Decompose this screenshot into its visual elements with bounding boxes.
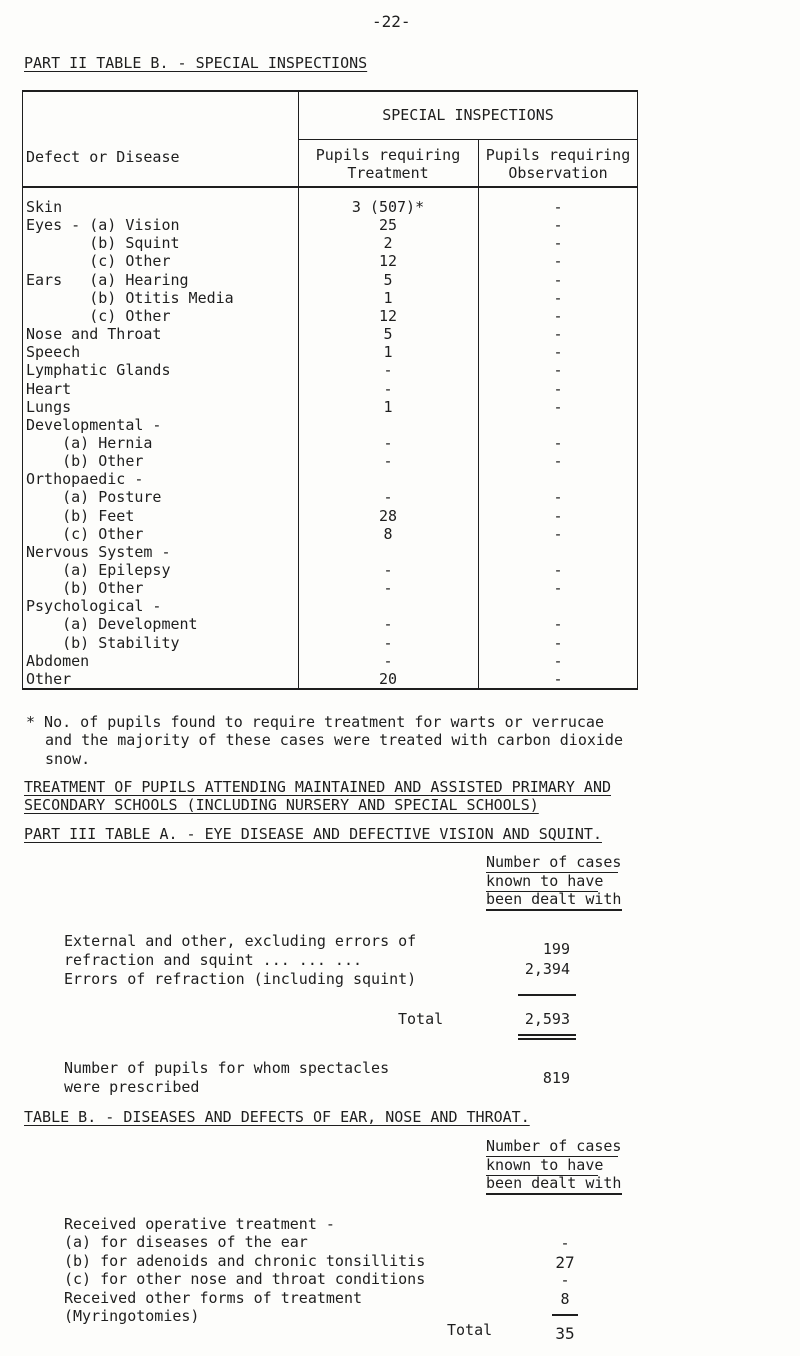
- table-row-treatment: 12: [378, 252, 398, 270]
- table-row-observation: -: [553, 507, 563, 525]
- eye-total-rule-bottom-2: [518, 1038, 576, 1040]
- table-row-treatment: 5: [383, 325, 393, 343]
- table-row-treatment: 2: [383, 234, 393, 252]
- table-left-rule: [22, 92, 23, 688]
- ent-line-1: Received operative treatment -: [64, 1215, 335, 1233]
- table-row-observation: -: [553, 488, 563, 506]
- table-row-observation: -: [553, 216, 563, 234]
- table-row-treatment: -: [383, 380, 393, 398]
- ent-line-4: (c) for other nose and throat conditions: [64, 1270, 426, 1288]
- table-row-label: Lymphatic Glands: [26, 361, 171, 379]
- ent-line-2: (a) for diseases of the ear: [64, 1233, 308, 1251]
- table-row-observation: -: [553, 615, 563, 633]
- eye-row1-line1: External and other, excluding errors of: [64, 932, 417, 950]
- table-row-observation: -: [553, 234, 563, 252]
- table-row-observation: -: [553, 579, 563, 597]
- table-row-label: (b) Otitis Media: [26, 289, 234, 307]
- ent-total-rule-top: [552, 1314, 578, 1316]
- ent-line-3: (b) for adenoids and chronic tonsillitis: [64, 1252, 426, 1270]
- part2-heading: PART II TABLE B. - SPECIAL INSPECTIONS: [24, 54, 368, 72]
- table-row-treatment: 1: [383, 343, 393, 361]
- table-row-observation: -: [553, 634, 563, 652]
- ent-col-header-l3: been dealt with: [486, 1174, 622, 1192]
- eye-col-header-l2: known to have: [486, 872, 604, 890]
- table-row-label: (c) Other: [26, 525, 144, 543]
- table-row-observation: -: [553, 343, 563, 361]
- table-row-treatment: -: [383, 434, 393, 452]
- header-bottom-rule: [22, 186, 638, 188]
- eye-col-header-l1: Number of cases: [486, 853, 622, 871]
- spectacles-line1: Number of pupils for whom spectacles: [64, 1059, 390, 1077]
- table-row-label: (a) Hernia: [26, 434, 153, 452]
- table-row-label: (b) Feet: [26, 507, 135, 525]
- table-row-label: Abdomen: [26, 652, 90, 670]
- spectacles-value: 819: [542, 1069, 570, 1087]
- table-row-treatment: 28: [378, 507, 398, 525]
- eye-row1-line2: refraction and squint ... ... ...: [64, 951, 363, 969]
- ent-value-5: 8: [560, 1290, 570, 1308]
- ent-total-value: 35: [555, 1324, 575, 1343]
- group-header-rule: [298, 139, 637, 140]
- table-row-observation: -: [553, 525, 563, 543]
- col-header-observation-l2: Observation: [508, 164, 608, 182]
- col-header-defect: Defect or Disease: [26, 148, 180, 166]
- table-row-label: Heart: [26, 380, 72, 398]
- table-row-observation: -: [553, 380, 563, 398]
- table-row-observation: -: [553, 198, 563, 216]
- table-row-treatment: -: [383, 361, 393, 379]
- eye-total-rule-top: [518, 994, 576, 996]
- table-row-observation: -: [553, 289, 563, 307]
- table-row-observation: -: [553, 252, 563, 270]
- table-row-treatment: 25: [378, 216, 398, 234]
- eye-row2-label: Errors of refraction (including squint): [64, 970, 417, 988]
- table-row-label: (b) Stability: [26, 634, 180, 652]
- group-header: SPECIAL INSPECTIONS: [382, 106, 554, 124]
- eye-total-rule-bottom-1: [518, 1034, 576, 1036]
- ent-col-header-l2: known to have: [486, 1156, 604, 1174]
- spectacles-line2: were prescribed: [64, 1078, 200, 1096]
- table-row-treatment: -: [383, 634, 393, 652]
- table-row-label: Lungs: [26, 398, 72, 416]
- table-row-treatment: -: [383, 652, 393, 670]
- table-row-observation: -: [553, 361, 563, 379]
- ent-line-6: (Myringotomies): [64, 1307, 200, 1325]
- table-row-label: Skin: [26, 198, 63, 216]
- treatment-heading-line-1: TREATMENT OF PUPILS ATTENDING MAINTAINED AND ASSISTED PRIMARY AND: [24, 778, 611, 796]
- table-row-treatment: 12: [378, 307, 398, 325]
- table-row-treatment: -: [383, 615, 393, 633]
- table-row-observation: -: [553, 652, 563, 670]
- table-row-treatment: 3 (507)*: [351, 198, 425, 216]
- table-row-observation: -: [553, 452, 563, 470]
- table-row-label: (a) Development: [26, 615, 198, 633]
- table-row-observation: -: [553, 325, 563, 343]
- table-row-observation: -: [553, 561, 563, 579]
- table-row-treatment: 5: [383, 271, 393, 289]
- col-header-observation-l1: Pupils requiring: [485, 146, 631, 164]
- table-row-observation: -: [553, 307, 563, 325]
- table-row-label: Nose and Throat: [26, 325, 162, 343]
- table-row-label: Speech: [26, 343, 81, 361]
- col-header-treatment-l1: Pupils requiring: [315, 146, 461, 164]
- table-row-label: (b) Other: [26, 452, 144, 470]
- table-row-treatment: 1: [383, 398, 393, 416]
- eye-row1-value: 199: [542, 940, 570, 958]
- ent-value-4: -: [560, 1271, 570, 1289]
- table-row-observation: -: [553, 670, 563, 688]
- table-row-label: Orthopaedic -: [26, 470, 144, 488]
- table-row-label: Other: [26, 670, 72, 688]
- table-row-treatment: -: [383, 452, 393, 470]
- eye-total-value: 2,593: [524, 1010, 570, 1028]
- table-row-label: Psychological -: [26, 597, 162, 615]
- table-row-label: (a) Posture: [26, 488, 162, 506]
- table-row-label: (a) Epilepsy: [26, 561, 171, 579]
- table-row-treatment: 1: [383, 289, 393, 307]
- ent-total-label: Total: [447, 1321, 493, 1339]
- table-top-rule: [22, 90, 638, 92]
- ent-line-5: Received other forms of treatment: [64, 1289, 363, 1307]
- table-row-treatment: -: [383, 561, 393, 579]
- table-row-treatment: 20: [378, 670, 398, 688]
- table-row-label: (c) Other: [26, 252, 171, 270]
- ent-value-3: 27: [555, 1253, 575, 1272]
- ent-col-header-l1: Number of cases: [486, 1137, 622, 1155]
- table-row-label: Developmental -: [26, 416, 162, 434]
- table-row-treatment: -: [383, 579, 393, 597]
- table-row-observation: -: [553, 271, 563, 289]
- table-row-label: Nervous System -: [26, 543, 171, 561]
- table-row-observation: -: [553, 434, 563, 452]
- table-row-treatment: -: [383, 488, 393, 506]
- table-row-label: (b) Squint: [26, 234, 180, 252]
- table-row-observation: -: [553, 398, 563, 416]
- eye-col-rule-3: [486, 909, 622, 911]
- table-row-treatment: 8: [383, 525, 393, 543]
- table-row-label: (b) Other: [26, 579, 144, 597]
- footnote-line-1: * No. of pupils found to require treatment for warts or verrucae: [26, 713, 604, 731]
- footnote-line-2: and the majority of these cases were treated with carbon dioxide: [45, 731, 623, 749]
- eye-total-label: Total: [398, 1010, 444, 1028]
- eye-col-header-l3: been dealt with: [486, 890, 622, 908]
- treatment-heading-line-2: SECONDARY SCHOOLS (INCLUDING NURSERY AND SPECIAL SCHOOLS): [24, 796, 539, 814]
- table-bottom-rule: [22, 688, 638, 690]
- table-row-label: (c) Other: [26, 307, 171, 325]
- col-header-treatment-l2: Treatment: [347, 164, 429, 182]
- ent-col-rule-3: [486, 1193, 622, 1195]
- footnote-line-3: snow.: [45, 750, 91, 768]
- table-row-label: Ears (a) Hearing: [26, 271, 189, 289]
- ent-value-2: -: [560, 1234, 570, 1252]
- page-number: -22-: [372, 12, 411, 31]
- tableb-heading: TABLE B. - DISEASES AND DEFECTS OF EAR, NOSE AND THROAT.: [24, 1108, 530, 1126]
- table-row-label: Eyes - (a) Vision: [26, 216, 180, 234]
- part3-heading: PART III TABLE A. - EYE DISEASE AND DEFECTIVE VISION AND SQUINT.: [24, 825, 602, 843]
- eye-row2-value: 2,394: [524, 960, 570, 978]
